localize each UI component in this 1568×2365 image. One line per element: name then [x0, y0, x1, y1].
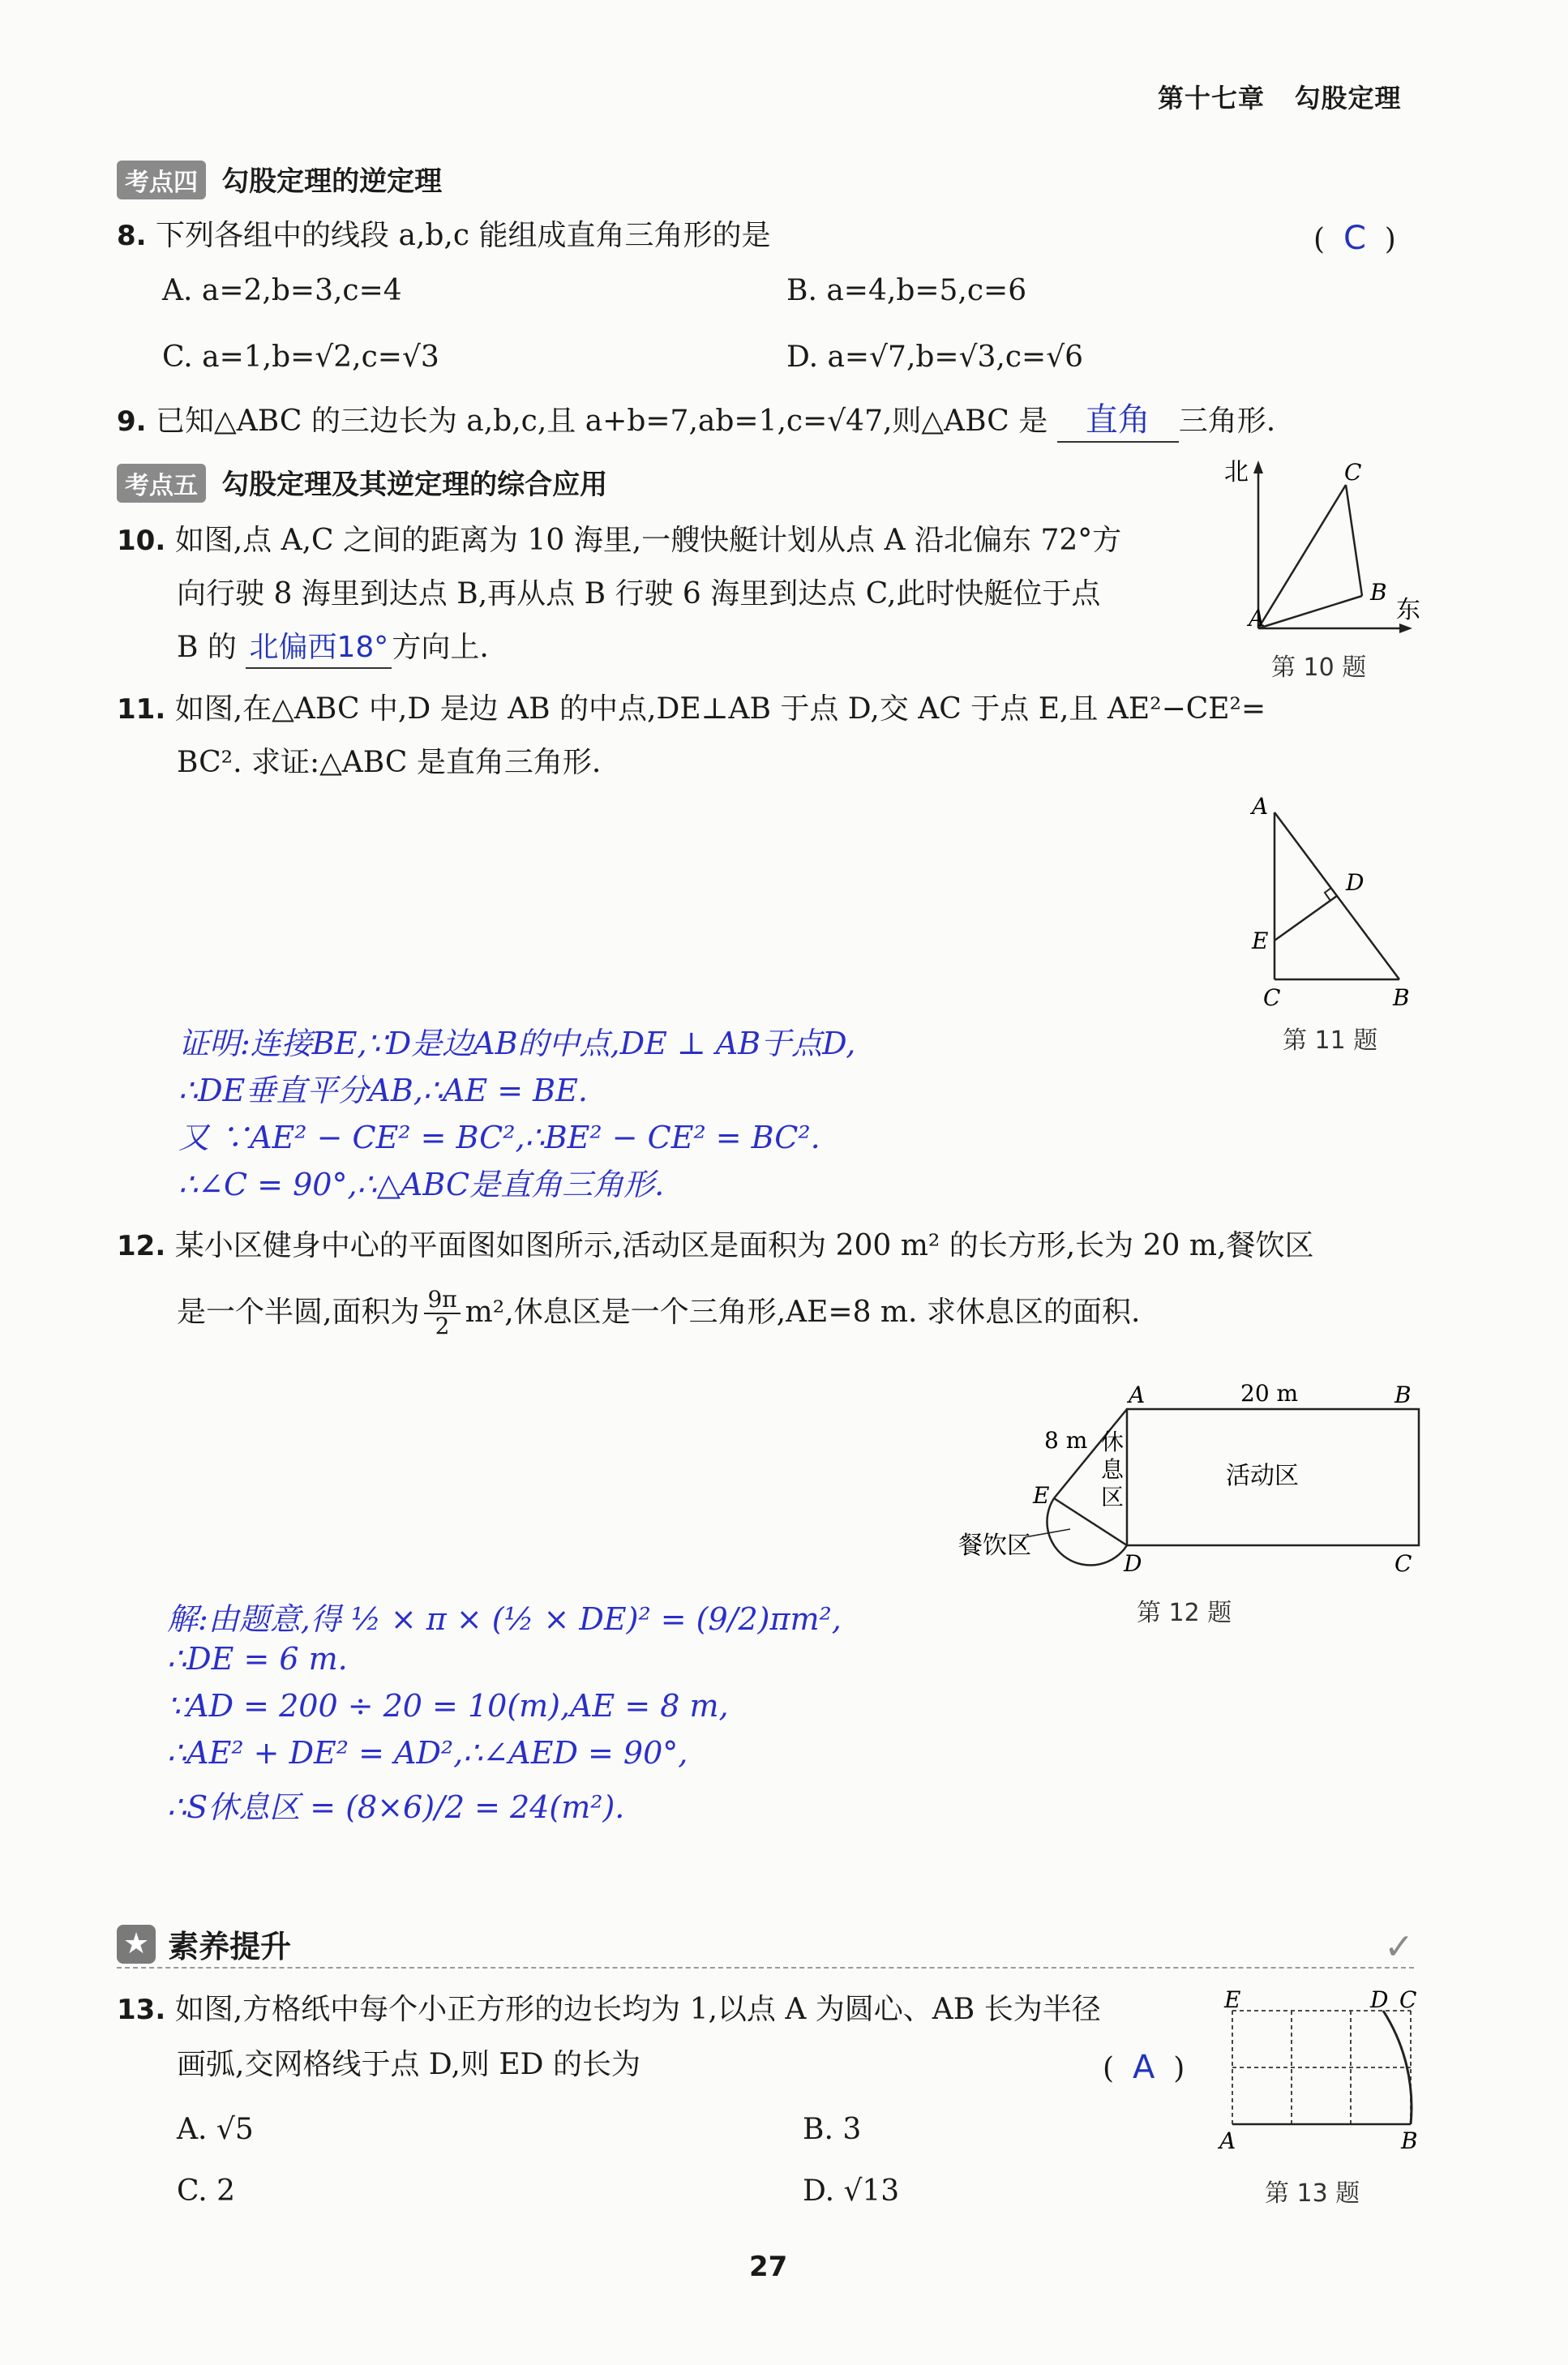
- option-b: B. 3: [803, 2113, 862, 2146]
- figure-12-caption: 第 12 题: [1137, 1599, 1232, 1627]
- option-c: C. a=1,b=√2,c=√3: [162, 341, 439, 374]
- question-13-line1: [117, 1991, 1101, 2029]
- literacy-section-heading: [117, 1922, 1414, 1969]
- question-10-line3: [177, 629, 489, 669]
- label-c: C: [1394, 1550, 1412, 1577]
- section-tag: 考点五: [117, 464, 206, 503]
- label-c: C: [1399, 1986, 1417, 2013]
- chapter-header: [1158, 78, 1401, 115]
- question-number: 10.: [117, 525, 166, 557]
- question-number: 12.: [117, 1230, 166, 1262]
- chapter-title: 勾股定理: [1294, 83, 1402, 114]
- answer-bracket: ( A ): [1103, 2049, 1185, 2086]
- question-number: 8.: [117, 220, 147, 252]
- label-c: C: [1263, 984, 1281, 1011]
- question-number: 11.: [117, 693, 166, 726]
- segment-ab: [1258, 596, 1362, 628]
- chapter-number: 第十七章: [1158, 83, 1266, 114]
- label-activity: 活动区: [1226, 1462, 1299, 1490]
- solution-line: ∴S休息区 = (8×6)/2 = 24(m²).: [167, 1789, 625, 1825]
- question-text: 是一个半圆,面积为: [177, 1296, 420, 1330]
- solution-line: ∵AD = 200 ÷ 20 = 10(m),AE = 8 m,: [167, 1688, 729, 1724]
- label-length-ae: 8 m: [1044, 1427, 1088, 1454]
- question-text: m²,休息区是一个三角形,AE=8 m. 求休息区的面积.: [465, 1296, 1141, 1330]
- question-text: 方向上.: [392, 631, 489, 664]
- solution-line: 解:由题意,得 ½ × π × (½ × DE)² = (9/2)πm²,: [167, 1601, 842, 1637]
- label-east: 东: [1396, 596, 1420, 624]
- option-d: D. √13: [803, 2174, 900, 2208]
- east-arrow-icon: [1399, 623, 1412, 633]
- label-d: D: [1124, 1550, 1142, 1577]
- question-number: 9.: [117, 405, 147, 438]
- section-title: 素养提升: [168, 1929, 292, 1964]
- label-d: D: [1346, 869, 1365, 896]
- question-text: 某小区健身中心的平面图如图所示,活动区是面积为 200 m² 的长方形,长为 20 m,餐饮区: [174, 1229, 1314, 1262]
- label-c: C: [1344, 459, 1362, 486]
- question-stem: 下列各组中的线段 a,b,c 能组成直角三角形的是: [156, 219, 771, 252]
- label-e: E: [1224, 1986, 1241, 2013]
- grid: [1232, 2011, 1411, 2124]
- segment-bc: [1346, 485, 1362, 596]
- figure-11: [1240, 795, 1427, 1013]
- solution-line: ∴∠C = 90°,∴△ABC是直角三角形.: [178, 1167, 665, 1202]
- q11-solution: [178, 1018, 855, 1206]
- section-title: 勾股定理的逆定理: [221, 165, 443, 198]
- fraction-numerator: 9π: [424, 1287, 460, 1314]
- answer-blank: [246, 629, 392, 669]
- checkmark-icon: ✓: [1384, 1926, 1414, 1968]
- label-b: B: [1393, 984, 1410, 1011]
- figure-12: [949, 1370, 1435, 1581]
- question-11-line2: BC². 求证:△ABC 是直角三角形.: [177, 746, 602, 779]
- question-number: 13.: [117, 1994, 166, 2026]
- question-8: [117, 217, 770, 255]
- section-title: 勾股定理及其逆定理的综合应用: [221, 469, 608, 501]
- question-11-line1: [117, 691, 1266, 729]
- label-b: B: [1394, 1382, 1412, 1408]
- label-rest-2: 息: [1101, 1456, 1125, 1483]
- solution-line: 又 ∵AE² − CE² = BC²,∴BE² − CE² = BC².: [178, 1120, 820, 1155]
- option-a: A. a=2,b=3,c=4: [162, 274, 402, 307]
- label-d: D: [1370, 1986, 1389, 2013]
- question-12-line1: [117, 1227, 1313, 1266]
- right-angle-mark: [1325, 888, 1331, 901]
- solution-line: ∴DE = 6 m.: [167, 1641, 348, 1677]
- section-5-heading: [117, 462, 607, 503]
- option-a: A. √5: [177, 2113, 254, 2146]
- label-length-ab: 20 m: [1240, 1380, 1299, 1407]
- figure-10-caption: 第 10 题: [1271, 653, 1367, 682]
- label-north: 北: [1224, 458, 1249, 486]
- question-text: 如图,方格纸中每个小正方形的边长均为 1,以点 A 为圆心、AB 长为半径: [174, 1993, 1101, 2026]
- question-text: 如图,在△ABC 中,D 是边 AB 的中点,DE⊥AB 于点 D,交 AC 于点 E,且 AE²−CE²=: [174, 692, 1266, 726]
- solution-line: 证明:连接BE,∵D是边AB的中点,DE ⊥ AB于点D,: [178, 1026, 856, 1061]
- fraction: [424, 1287, 460, 1339]
- option-c: C. 2: [177, 2174, 236, 2208]
- question-text: 如图,点 A,C 之间的距离为 10 海里,一艘快艇计划从点 A 沿北偏东 72°方: [174, 524, 1122, 557]
- answer-blank: [1057, 399, 1179, 443]
- star-icon: ★: [117, 1925, 156, 1964]
- figure-11-caption: 第 11 题: [1283, 1026, 1378, 1055]
- page-number: 27: [749, 2251, 788, 2283]
- question-text: B 的: [177, 631, 237, 664]
- question-10-line2: 向行驶 8 海里到达点 B,再从点 B 行驶 6 海里到达点 C,此时快艇位于点: [177, 577, 1101, 611]
- label-b: B: [1401, 2127, 1418, 2154]
- segment-ac: [1258, 485, 1346, 628]
- label-b: B: [1370, 579, 1387, 606]
- label-e: E: [1252, 928, 1269, 954]
- label-rest-1: 休: [1101, 1429, 1125, 1455]
- label-dining: 餐饮区: [958, 1532, 1031, 1560]
- label-a: A: [1252, 795, 1269, 820]
- question-13-line2: 画弧,交网格线于点 D,则 ED 的长为: [177, 2048, 640, 2081]
- north-arrow-icon: [1253, 461, 1263, 473]
- answer-bracket: ( C ): [1313, 220, 1396, 257]
- label-a: A: [1129, 1382, 1146, 1408]
- answer-choice: A: [1132, 2049, 1155, 2086]
- segment-de: [1275, 896, 1337, 940]
- question-12-line2: [177, 1287, 1140, 1339]
- answer-choice: C: [1343, 220, 1366, 257]
- label-rest-3: 区: [1101, 1484, 1125, 1510]
- label-a: A: [1249, 605, 1266, 632]
- q12-solution: [167, 1594, 842, 1829]
- solution-line: ∴AE² + DE² = AD²,∴∠AED = 90°,: [167, 1735, 688, 1771]
- option-b: B. a=4,b=5,c=6: [786, 274, 1027, 307]
- question-9: [117, 399, 1275, 443]
- question-stem-end: 三角形.: [1178, 405, 1276, 438]
- answer-text: 直角: [1085, 401, 1150, 439]
- answer-text: 北偏西18°: [249, 631, 389, 664]
- label-a: A: [1219, 2127, 1236, 2154]
- figure-13-caption: 第 13 题: [1265, 2179, 1360, 2208]
- fraction-denominator: 2: [435, 1312, 450, 1339]
- section-tag: 考点四: [117, 161, 206, 199]
- label-e: E: [1033, 1482, 1050, 1509]
- figure-13: [1216, 1986, 1427, 2173]
- section-4-heading: [117, 159, 442, 199]
- figure-10: [1224, 454, 1427, 649]
- option-d: D. a=√7,b=√3,c=√6: [786, 341, 1084, 374]
- solution-line: ∴DE垂直平分AB,∴AE = BE.: [178, 1073, 588, 1108]
- question-10-line1: [117, 522, 1121, 560]
- question-stem: 已知△ABC 的三边长为 a,b,c,且 a+b=7,ab=1,c=√47,则△ABC 是: [156, 405, 1048, 438]
